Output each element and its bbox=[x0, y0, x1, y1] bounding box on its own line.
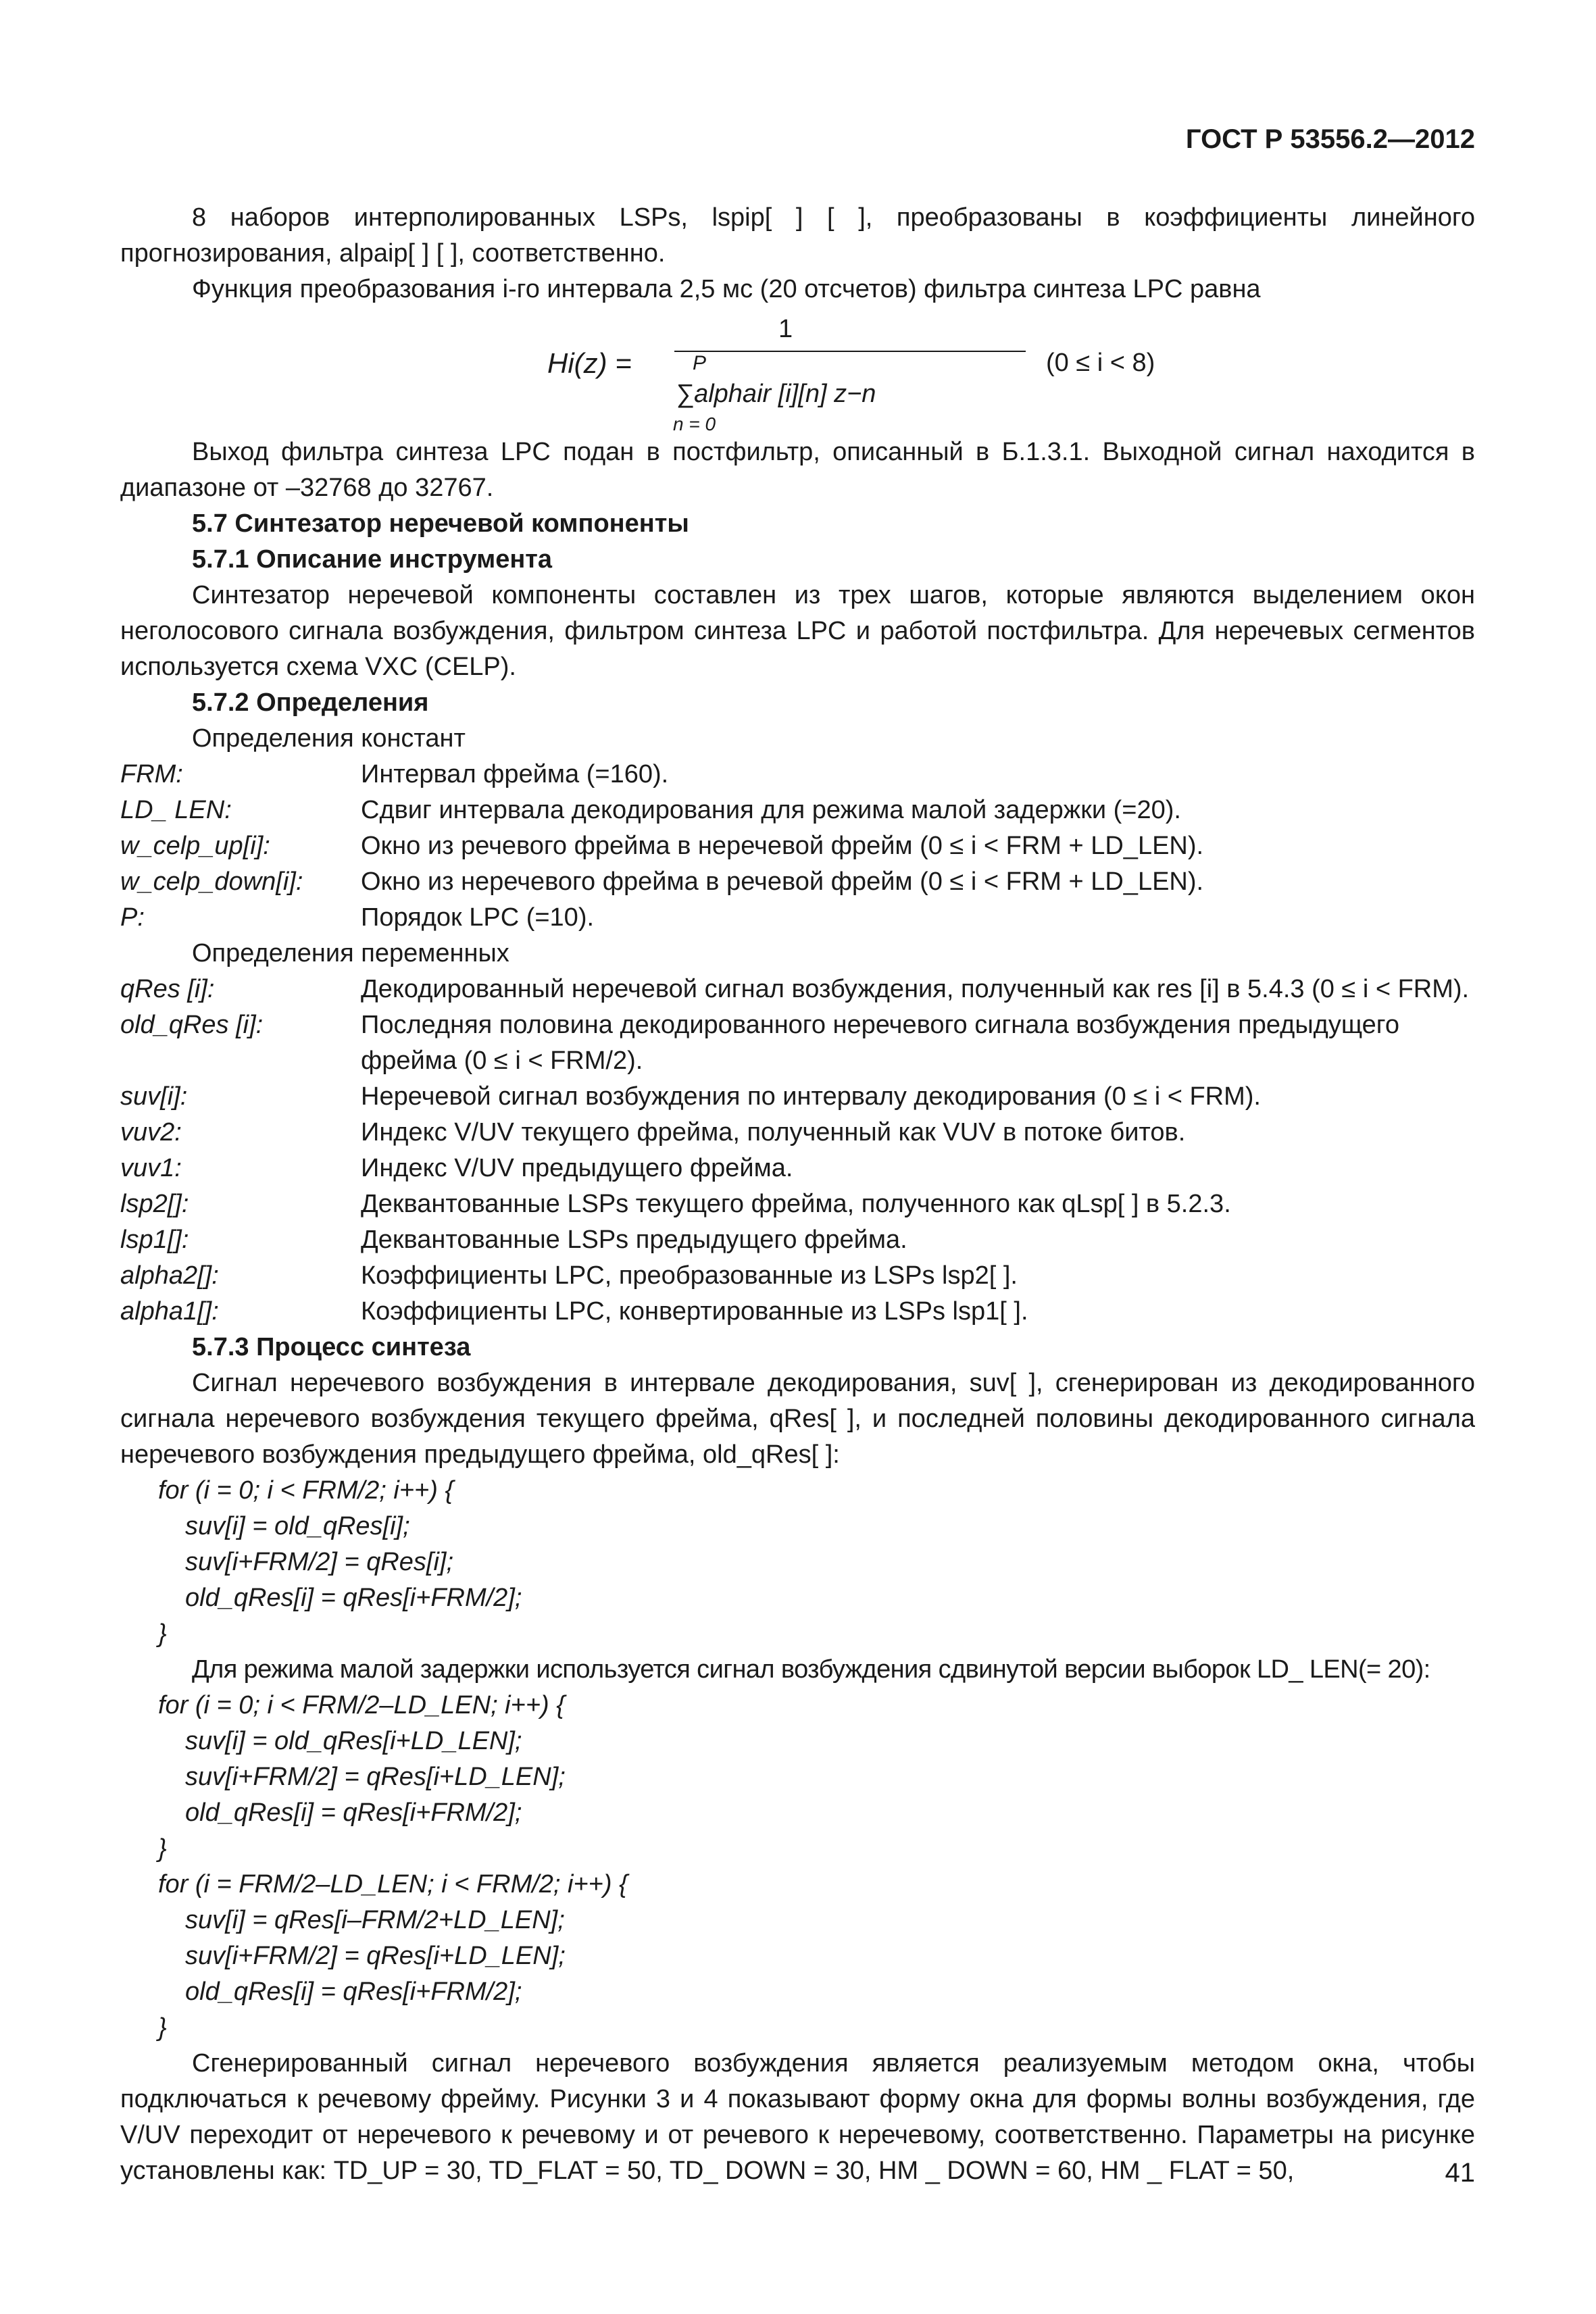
definition-desc: Окно из речевого фрейма в неречевой фрейм (0 ≤ i < FRM + LD_LEN). bbox=[361, 832, 1204, 860]
definition-term: alpha2[]: bbox=[120, 1261, 219, 1290]
code-line: suv[i+FRM/2] = qRes[i+LD_LEN]; bbox=[185, 1763, 566, 1791]
formula-sum-lower: n = 0 bbox=[673, 413, 716, 434]
definition-row bbox=[120, 1007, 1475, 1079]
definition-term: FRM: bbox=[120, 760, 183, 788]
code-line: old_qRes[i] = qRes[i+FRM/2]; bbox=[185, 1799, 522, 1827]
definition-row bbox=[120, 1294, 1475, 1330]
section-heading-5-7-2: 5.7.2 Определения bbox=[192, 688, 429, 717]
definition-term: vuv2: bbox=[120, 1118, 182, 1147]
definition-desc: Коэффициенты LPC, преобразованные из LSPs lsp2[ ]. bbox=[361, 1261, 1018, 1290]
definition-row bbox=[120, 1186, 1475, 1222]
variables-list bbox=[120, 972, 1475, 1330]
paragraph-window-method: Сгенерированный сигнал неречевого возбуждения является реализуемым методом окна, чтобы подключаться к речевому фрейму. Рисунки 3 и 4 показывают форму окна для формы волны возбуждения, где V/UV переходит от неречевого к речевому и от речевого к неречевому, соответственно. Параметры на рисунке установлены как: TD_UP = 30, TD_FLAT = 50, TD_ DOWN = 30, HM _ DOWN = 60, HM _ FLAT = 50, bbox=[120, 2049, 1475, 2185]
definition-row bbox=[120, 972, 1475, 1007]
definition-desc: Интервал фрейма (=160). bbox=[361, 760, 669, 788]
paragraph-tool-description: Синтезатор неречевой компоненты составлен из трех шагов, которые являются выделением окон неголосового сигнала возбуждения, фильтром синтеза LPC и работой постфильтра. Для неречевых сегментов используется схема VXC (CELP). bbox=[120, 581, 1475, 681]
paragraph-transfer-function: Функция преобразования i-го интервала 2,5 мс (20 отсчетов) фильтра синтеза LPC равна bbox=[192, 275, 1261, 303]
definition-desc: Последняя половина декодированного неречевого сигнала возбуждения предыдущего фрейма (0 ≤ i < FRM/2). bbox=[361, 1011, 1399, 1075]
section-heading-5-7-1: 5.7.1 Описание инструмента bbox=[192, 545, 553, 574]
code-line: suv[i] = old_qRes[i]; bbox=[185, 1512, 410, 1540]
code-line: old_qRes[i] = qRes[i+FRM/2]; bbox=[185, 1978, 522, 2006]
code-line: for (i = 0; i < FRM/2; i++) { bbox=[158, 1476, 454, 1505]
formula-denominator: ∑alphair [i][n] z−n bbox=[676, 380, 876, 408]
definition-row bbox=[120, 1115, 1475, 1151]
definition-row bbox=[120, 757, 1475, 793]
definition-row bbox=[120, 1079, 1475, 1115]
formula-sum-upper: P bbox=[693, 352, 707, 374]
code-block-normal bbox=[120, 1473, 1475, 1652]
formula-condition: (0 ≤ i < 8) bbox=[1046, 349, 1155, 377]
definition-row bbox=[120, 864, 1475, 900]
definition-term: P: bbox=[120, 903, 145, 932]
constants-title: Определения констант bbox=[192, 724, 466, 753]
definition-term: suv[i]: bbox=[120, 1082, 188, 1111]
definition-desc: Сдвиг интервала декодирования для режима малой задержки (=20). bbox=[361, 796, 1181, 824]
definition-desc: Коэффициенты LPC, конвертированные из LSPs lsp1[ ]. bbox=[361, 1297, 1028, 1326]
definition-desc: Декодированный неречевой сигнал возбуждения, полученный как res [i] в 5.4.3 (0 ≤ i < FRM). bbox=[361, 975, 1470, 1003]
paragraph-lsp-conversion: 8 наборов интерполированных LSPs, lspip[ ] [ ], преобразованы в коэффициенты линейного прогнозирования, alpaip[ ] [ ], соответственно. bbox=[120, 203, 1475, 268]
constants-list bbox=[120, 757, 1475, 936]
definition-term: qRes [i]: bbox=[120, 975, 215, 1003]
definition-desc: Деквантованные LSPs предыдущего фрейма. bbox=[361, 1226, 907, 1254]
definition-row bbox=[120, 1258, 1475, 1294]
section-heading-5-7-3: 5.7.3 Процесс синтеза bbox=[192, 1333, 471, 1361]
definition-desc: Индекс V/UV текущего фрейма, полученный как VUV в потоке битов. bbox=[361, 1118, 1186, 1147]
document-body bbox=[120, 200, 1475, 2189]
definition-term: old_qRes [i]: bbox=[120, 1011, 264, 1039]
definition-term: w_celp_down[i]: bbox=[120, 867, 303, 896]
definition-row bbox=[120, 828, 1475, 864]
document-header: ГОСТ Р 53556.2—2012 bbox=[1185, 124, 1475, 154]
code-line: suv[i+FRM/2] = qRes[i]; bbox=[185, 1548, 454, 1576]
document-page bbox=[120, 0, 1475, 2314]
code-line: } bbox=[158, 2013, 167, 2042]
definition-desc: Индекс V/UV предыдущего фрейма. bbox=[361, 1154, 793, 1182]
formula-lpc-synthesis bbox=[120, 311, 1475, 434]
formula-lhs: Hi(z) = bbox=[547, 347, 632, 379]
definition-term: w_celp_up[i]: bbox=[120, 832, 270, 860]
definition-term: alpha1[]: bbox=[120, 1297, 219, 1326]
definition-desc: Неречевой сигнал возбуждения по интервалу декодирования (0 ≤ i < FRM). bbox=[361, 1082, 1261, 1111]
variables-title: Определения переменных bbox=[192, 939, 509, 967]
paragraph-postfilter: Выход фильтра синтеза LPC подан в постфильтр, описанный в Б.1.3.1. Выходной сигнал находится в диапазоне от –32768 до 32767. bbox=[120, 438, 1475, 502]
definition-row bbox=[120, 1222, 1475, 1258]
formula-numerator: 1 bbox=[778, 315, 793, 343]
code-line: for (i = 0; i < FRM/2–LD_LEN; i++) { bbox=[158, 1691, 565, 1719]
paragraph-synthesis-process: Сигнал неречевого возбуждения в интервале декодирования, suv[ ], сгенерирован из декодированного сигнала неречевого возбуждения текущего фрейма, qRes[ ], и последней половины декодированного сигнала неречевого возбуждения предыдущего фрейма, old_qRes[ ]: bbox=[120, 1369, 1475, 1469]
definition-desc: Окно из неречевого фрейма в речевой фрейм (0 ≤ i < FRM + LD_LEN). bbox=[361, 867, 1204, 896]
definition-row bbox=[120, 900, 1475, 936]
definition-term: LD_ LEN: bbox=[120, 796, 232, 824]
definition-desc: Порядок LPC (=10). bbox=[361, 903, 595, 932]
code-line: suv[i+FRM/2] = qRes[i+LD_LEN]; bbox=[185, 1942, 566, 1970]
definition-term: lsp1[]: bbox=[120, 1226, 189, 1254]
definition-desc: Деквантованные LSPs текущего фрейма, полученного как qLsp[ ] в 5.2.3. bbox=[361, 1190, 1231, 1218]
definition-term: vuv1: bbox=[120, 1154, 182, 1182]
code-block-low-delay bbox=[120, 1688, 1475, 2046]
code-line: suv[i] = old_qRes[i+LD_LEN]; bbox=[185, 1727, 522, 1755]
definition-row bbox=[120, 1151, 1475, 1186]
code-line: old_qRes[i] = qRes[i+FRM/2]; bbox=[185, 1584, 522, 1612]
definition-term: lsp2[]: bbox=[120, 1190, 189, 1218]
page-number: 41 bbox=[1445, 2158, 1475, 2188]
paragraph-low-delay: Для режима малой задержки используется сигнал возбуждения сдвинутой версии выборок LD_ LEN(= 20): bbox=[192, 1655, 1430, 1684]
fraction-bar bbox=[674, 351, 1026, 352]
code-line: for (i = FRM/2–LD_LEN; i < FRM/2; i++) { bbox=[158, 1870, 628, 1898]
definition-row bbox=[120, 793, 1475, 828]
code-line: } bbox=[158, 1619, 167, 1648]
code-line: } bbox=[158, 1834, 167, 1863]
section-heading-5-7: 5.7 Синтезатор неречевой компоненты bbox=[192, 509, 689, 538]
code-line: suv[i] = qRes[i–FRM/2+LD_LEN]; bbox=[185, 1906, 565, 1934]
